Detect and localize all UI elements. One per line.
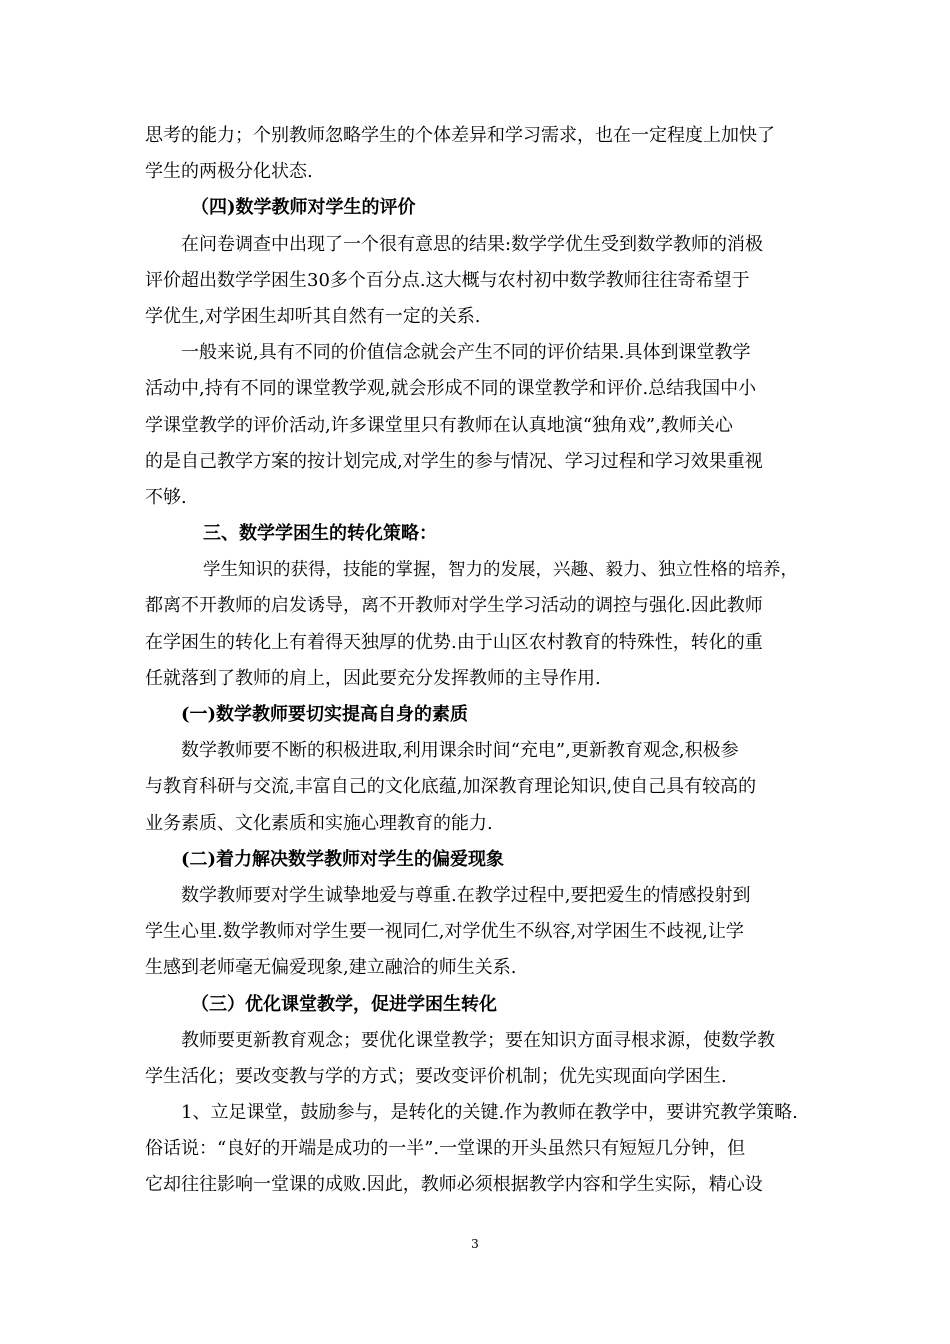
section-heading: (一)数学教师要切实提高自身的素质 xyxy=(181,704,469,725)
section-heading: （三）优化课堂教学，促进学困生转化 xyxy=(191,993,497,1015)
text-line: 任就落到了教师的肩上，因此要充分发挥教师的主导作用. xyxy=(145,667,601,689)
text-line: 一般来说,具有不同的价值信念就会产生不同的评价结果.具体到课堂教学 xyxy=(181,342,751,364)
text-line: 教师要更新教育观念；要优化课堂教学；要在知识方面寻根求源，使数学教 xyxy=(181,1029,775,1051)
section-heading: (二)着力解决数学教师对学生的偏爱现象 xyxy=(181,848,505,870)
text-line: 活动中,持有不同的课堂教学观,就会形成不同的课堂教学和评价.总结我国中小 xyxy=(145,378,757,400)
text-line: 数学教师要对学生诚挚地爱与尊重.在教学过程中,要把爱生的情感投射到 xyxy=(181,884,751,906)
section-heading: 三、数学学困生的转化策略： xyxy=(203,523,437,545)
text-line: 1、立足课堂，鼓励参与，是转化的关键.作为教师在教学中，要讲究教学策略. xyxy=(181,1102,798,1124)
text-line: 生感到老师毫无偏爱现象,建立融洽的师生关系. xyxy=(145,957,517,979)
text-line: 学生的两极分化状态. xyxy=(145,161,313,183)
text-line: 与教育科研与交流,丰富自己的文化底蕴,加深教育理论知识,使自己具有较高的 xyxy=(145,776,757,798)
document-body xyxy=(145,118,807,1204)
text-line: 学优生,对学困生却听其自然有一定的关系. xyxy=(145,305,481,327)
text-line: 在问卷调查中出现了一个很有意思的结果:数学学优生受到数学教师的消极 xyxy=(181,233,764,255)
text-line: 在学困生的转化上有着得天独厚的优势.由于山区农村教育的特殊性，转化的重 xyxy=(145,631,763,653)
text-line: 学生知识的获得，技能的掌握，智力的发展，兴趣、毅力、独立性格的培养， xyxy=(203,560,798,581)
text-line: 数学教师要不断的积极进取,利用课余时间“充电”,更新教育观念,积极参 xyxy=(181,740,739,762)
text-line: 的是自己教学方案的按计划完成,对学生的参与情况、学习过程和学习效果重视 xyxy=(145,450,763,472)
text-line: 评价超出数学学困生30多个百分点.这大概与农村初中数学教师往往寄希望于 xyxy=(145,269,750,291)
text-line: 它却往往影响一堂课的成败.因此，教师必须根据教学内容和学生实际，精心设 xyxy=(145,1174,763,1196)
text-line: 都离不开教师的启发诱导，离不开教师对学生学习活动的调控与强化.因此教师 xyxy=(145,595,763,617)
text-line: 不够. xyxy=(145,486,187,508)
text-line: 俗话说：“良好的开端是成功的一半”.一堂课的开头虽然只有短短几分钟，但 xyxy=(145,1138,746,1160)
text-line: 学课堂教学的评价活动,许多课堂里只有教师在认真地演“独角戏”,教师关心 xyxy=(145,414,733,436)
section-heading: （四)数学教师对学生的评价 xyxy=(191,197,416,219)
page-number: 3 xyxy=(471,1237,479,1251)
text-line: 学生活化；要改变教与学的方式；要改变评价机制；优先实现面向学困生. xyxy=(145,1065,727,1087)
text-line: 业务素质、文化素质和实施心理教育的能力. xyxy=(145,812,493,834)
text-line: 学生心里.数学教师对学生要一视同仁,对学优生不纵容,对学困生不歧视,让学 xyxy=(145,921,744,943)
text-line: 思考的能力；个别教师忽略学生的个体差异和学习需求，也在一定程度上加快了 xyxy=(145,125,775,146)
